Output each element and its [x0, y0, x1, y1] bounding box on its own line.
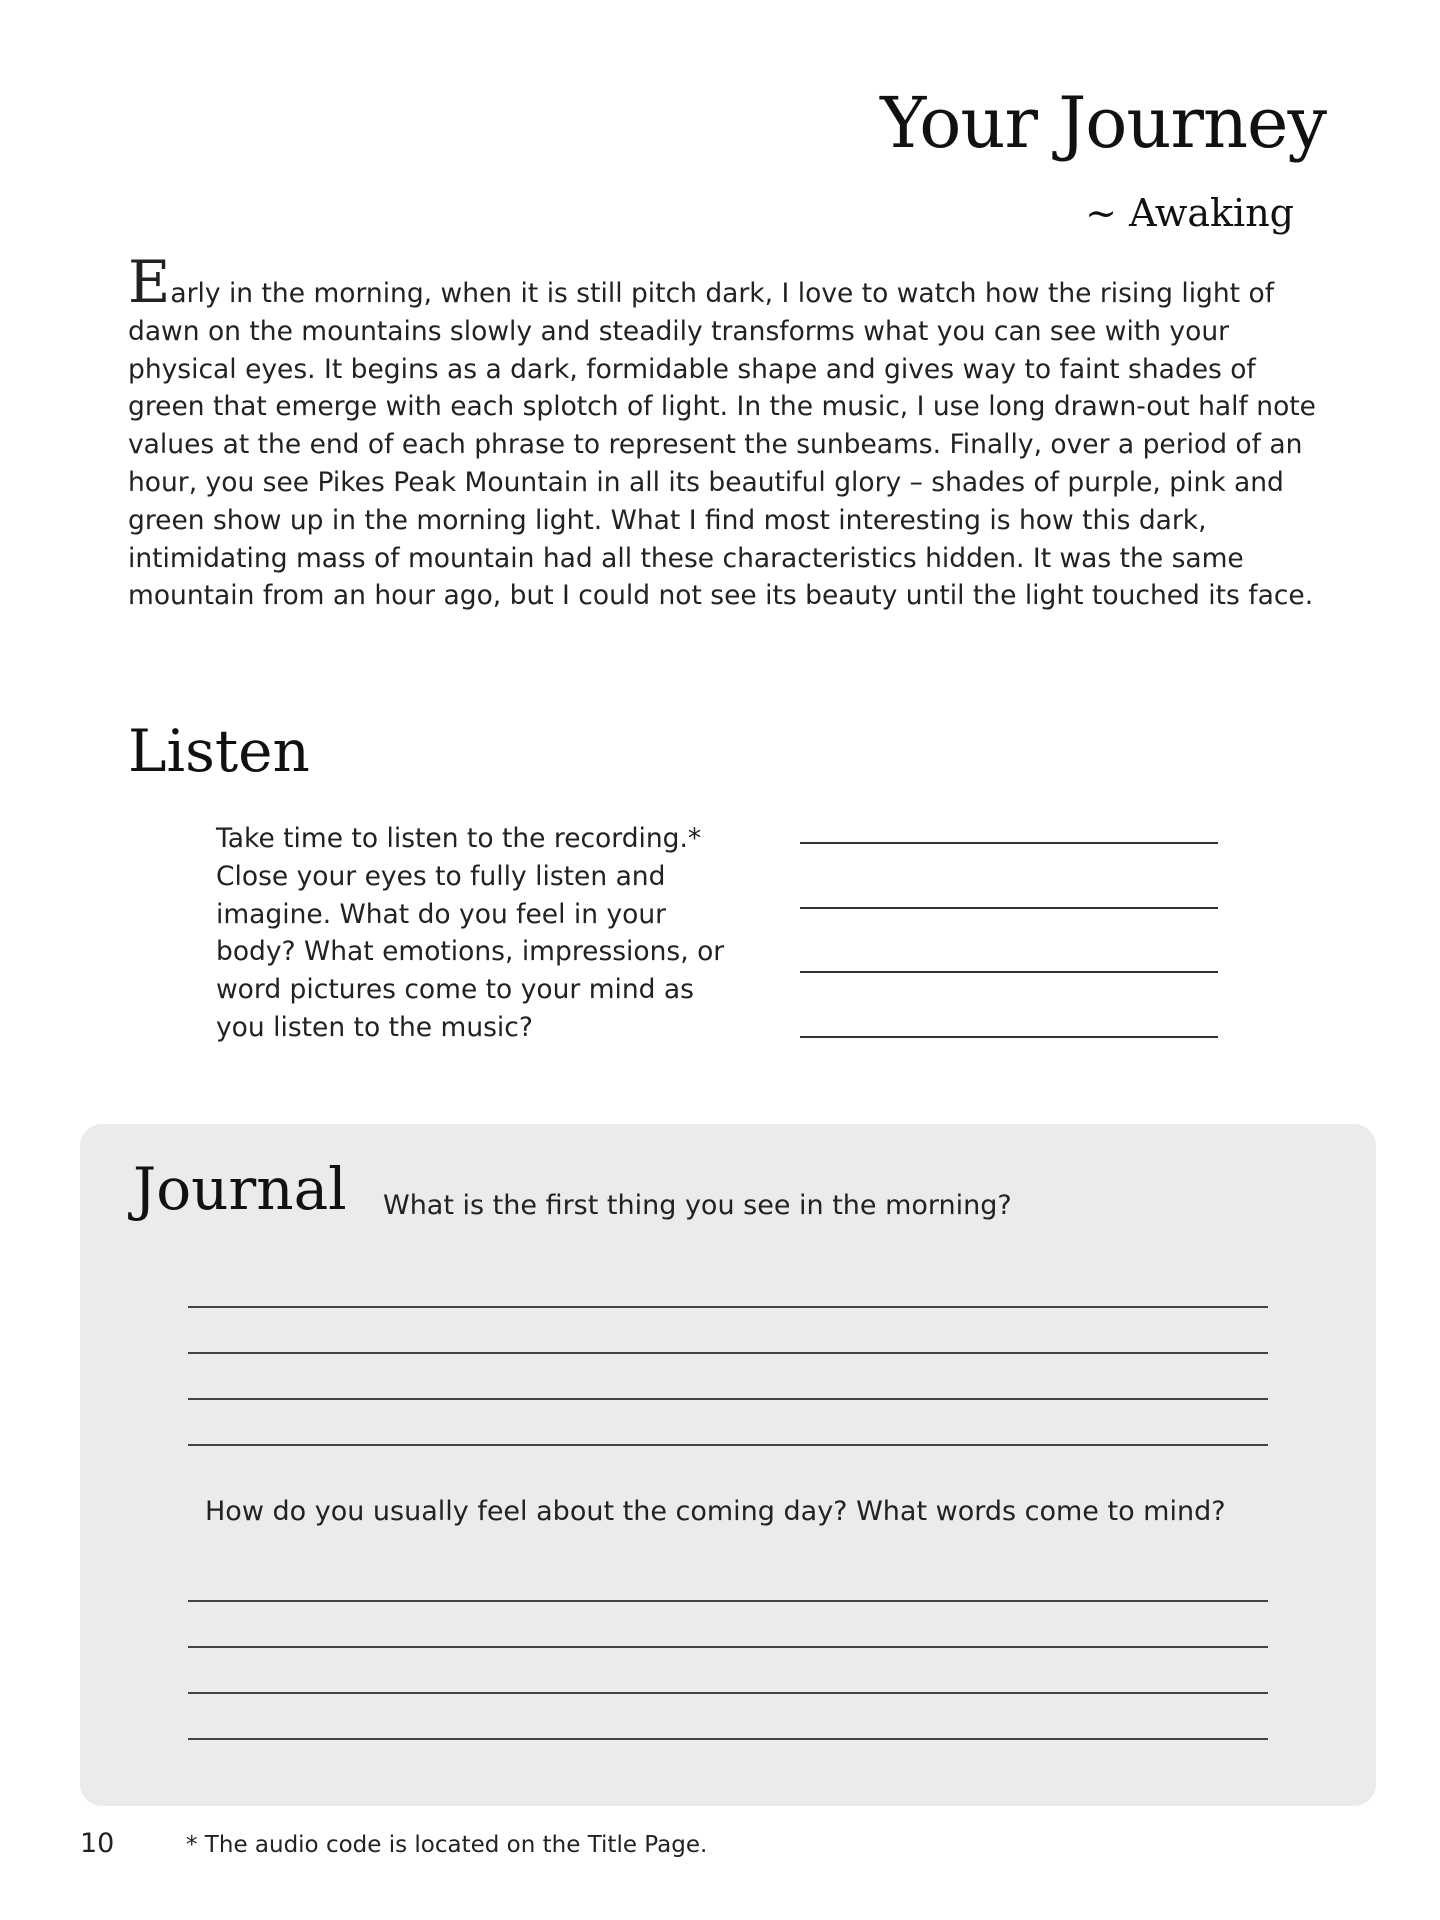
page-title: Your Journey: [880, 82, 1326, 164]
listen-heading: Listen: [128, 717, 310, 785]
journal-question-second: How do you usually feel about the coming day? What words come to mind?: [205, 1496, 1226, 1527]
journal-answer-line[interactable]: [188, 1444, 1268, 1446]
journal-heading: Journal: [133, 1155, 347, 1223]
journal-answer-line[interactable]: [188, 1646, 1268, 1648]
journal-answer-line[interactable]: [188, 1352, 1268, 1354]
journal-answer-line[interactable]: [188, 1600, 1268, 1602]
journal-answer-line[interactable]: [188, 1306, 1268, 1308]
dropcap: E: [128, 248, 171, 316]
journal-question-first: What is the first thing you see in the morning?: [383, 1190, 1012, 1221]
listen-answer-line[interactable]: [800, 907, 1218, 909]
listen-answer-line[interactable]: [800, 842, 1218, 844]
listen-answer-line[interactable]: [800, 1036, 1218, 1038]
page-subtitle: ~ Awaking: [1085, 191, 1294, 235]
journal-panel: [80, 1124, 1376, 1806]
journal-answer-line[interactable]: [188, 1738, 1268, 1740]
listen-instructions: Take time to listen to the recording.* Close your eyes to fully listen and imagine. What do you feel in your body? What emotions, impressions, or word pictures come to your mind as you listen to the music?: [216, 823, 725, 1043]
intro-text: arly in the morning, when it is still pitch dark, I love to watch how the rising light of dawn on the mountains slowly and steadily transforms what you can see with your physical eyes. It begins as a dark, formidable shape and gives way to faint shades of green that emerge with each splotch of light. In the music, I use long drawn-out half note values at the end of each phrase to represent the sunbeams. Finally, over a period of an hour, you see Pikes Peak Mountain in all its beautiful glory – shades of purple, pink and green show up in the morning light. What I find most interesting is how this dark, intimidating mass of mountain had all these characteristics hidden. It was the same mountain from an hour ago, but I could not see its beauty until the light touched its face.: [128, 278, 1316, 612]
journal-answer-line[interactable]: [188, 1692, 1268, 1694]
journal-answer-line[interactable]: [188, 1398, 1268, 1400]
listen-answer-line[interactable]: [800, 971, 1218, 973]
intro-paragraph: [128, 248, 1328, 615]
footnote: * The audio code is located on the Title Page.: [186, 1832, 708, 1858]
page-number: 10: [80, 1828, 115, 1859]
